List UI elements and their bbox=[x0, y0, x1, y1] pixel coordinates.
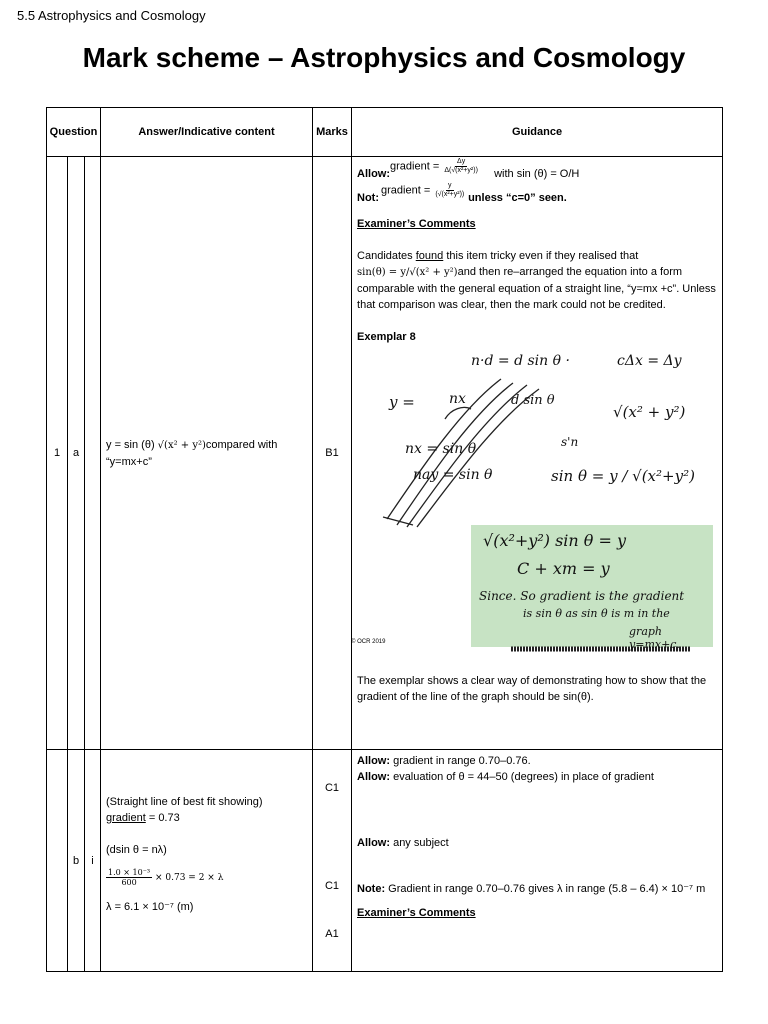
formula-label: gradient = bbox=[390, 160, 443, 173]
table-row bbox=[47, 157, 723, 750]
handwriting: C + xm = y bbox=[517, 559, 610, 578]
answer-line: gradient = 0.73 bbox=[106, 812, 180, 824]
question-part: a bbox=[68, 157, 85, 750]
allow-line: Allow: any subject bbox=[357, 837, 449, 849]
mark-value: C1 bbox=[324, 880, 340, 892]
answer-line: (dsin θ = nλ) bbox=[106, 844, 167, 856]
question-part: b bbox=[68, 750, 85, 972]
handwriting: nay = sin θ bbox=[413, 467, 493, 483]
allow-text: with sin (θ) = O/H bbox=[494, 168, 580, 180]
handwriting: nx = sin θ bbox=[405, 441, 477, 457]
mark-scheme-table bbox=[46, 107, 723, 972]
allow-line: Allow: gradient in range 0.70–0.76. bbox=[357, 755, 531, 767]
answer-cell bbox=[101, 157, 313, 750]
handwriting: y = bbox=[389, 393, 415, 411]
answer-line bbox=[106, 437, 307, 454]
page-title: Mark scheme – Astrophysics and Cosmology bbox=[82, 42, 686, 73]
copyright-mark: © OCR 2019 bbox=[351, 639, 386, 645]
marks-cell bbox=[313, 750, 352, 972]
answer-text: compared with bbox=[205, 438, 278, 451]
exemplar-caption: The exemplar shows a clear way of demonstrating how to show that the gradient of the line of the graph should be sin(θ). bbox=[357, 675, 707, 703]
answer-text: y = sin (θ) bbox=[106, 438, 158, 451]
answer-formula: √(x² + y²) bbox=[157, 439, 206, 451]
col-header-answer: Answer/Indicative content bbox=[101, 108, 313, 157]
handwriting: cΔx = Δy bbox=[617, 353, 682, 369]
col-header-marks: Marks bbox=[313, 108, 352, 157]
answer-line: (Straight line of best fit showing) bbox=[106, 796, 263, 808]
not-line bbox=[357, 184, 717, 208]
allow-line bbox=[357, 160, 717, 184]
answer-cell bbox=[101, 750, 313, 972]
allow-line: Allow: evaluation of θ = 44–50 (degrees) in place of gradient bbox=[357, 771, 654, 783]
col-header-question: Question bbox=[47, 108, 101, 157]
handwriting: √(x²+y²) sin θ = y bbox=[483, 531, 627, 550]
handwriting: n·d = d sin θ · bbox=[471, 353, 570, 369]
fraction: $\frac{y}{\text{(√(x²+y²))}}$ bbox=[435, 182, 465, 198]
marks-cell: B1 bbox=[313, 157, 352, 750]
not-label: Not: bbox=[357, 192, 380, 204]
table-header-row bbox=[47, 108, 723, 157]
handwriting: graph y=mx+c. bbox=[629, 625, 680, 651]
handwriting: is sin θ as sin θ is m in the bbox=[523, 607, 670, 620]
exemplar-heading: Exemplar 8 bbox=[357, 331, 416, 343]
handwriting: s'n bbox=[561, 435, 579, 449]
answer-line: λ = 6.1 × 10⁻⁷ (m) bbox=[106, 901, 194, 913]
question-number bbox=[47, 750, 68, 972]
question-subpart bbox=[85, 157, 101, 750]
fraction: $\frac{\Delta y}{\text{Δ(√(x²+y²))}}$ bbox=[444, 158, 478, 174]
question-number: 1 bbox=[47, 157, 68, 750]
handwriting: √(x² + y²) bbox=[613, 403, 686, 421]
mark-value: C1 bbox=[324, 782, 340, 794]
handwriting: d sin θ bbox=[511, 393, 555, 408]
comment-formula: sin(θ) = y/√(x² + y²) bbox=[357, 267, 458, 278]
guidance-cell bbox=[352, 750, 723, 972]
note-line: Note: Gradient in range 0.70–0.76 gives λ in range (5.8 – 6.4) × 10⁻⁷ m bbox=[357, 883, 706, 895]
handwriting: Since. So gradient is the gradient bbox=[479, 589, 685, 603]
formula-label: gradient = bbox=[381, 184, 434, 197]
not-text: unless “c=0” seen. bbox=[468, 192, 567, 204]
allow-label: Allow: bbox=[357, 168, 391, 180]
col-header-guidance: Guidance bbox=[352, 108, 723, 157]
running-head: 5.5 Astrophysics and Cosmology bbox=[17, 8, 206, 23]
examiners-comments-heading: Examiner’s Comments bbox=[357, 907, 476, 919]
mark-value: A1 bbox=[325, 928, 339, 940]
answer-line: “y=mx+c” bbox=[106, 455, 152, 468]
guidance-cell bbox=[352, 157, 723, 750]
handwriting: nx bbox=[449, 391, 466, 407]
answer-formula: $\frac{\text{1.0 × 10⁻³}}{600}$ × 0.73 = 2 × λ bbox=[108, 868, 224, 887]
table-row bbox=[47, 750, 723, 972]
exemplar-image bbox=[351, 349, 713, 667]
examiners-comments-heading: Examiner’s Comments bbox=[357, 218, 476, 230]
handwriting: sin θ = y / √(x²+y²) bbox=[551, 467, 695, 485]
comment-paragraph: Candidates found this item tricky even if they realised that sin(θ) = y/√(x² + y²)and then re–arranged the equation into a form comparable with the general equation of a straight line, “y=mx +c”. Unless that comparison was clear, then the mark could not be credited. bbox=[357, 250, 716, 311]
question-subpart: i bbox=[85, 750, 101, 972]
